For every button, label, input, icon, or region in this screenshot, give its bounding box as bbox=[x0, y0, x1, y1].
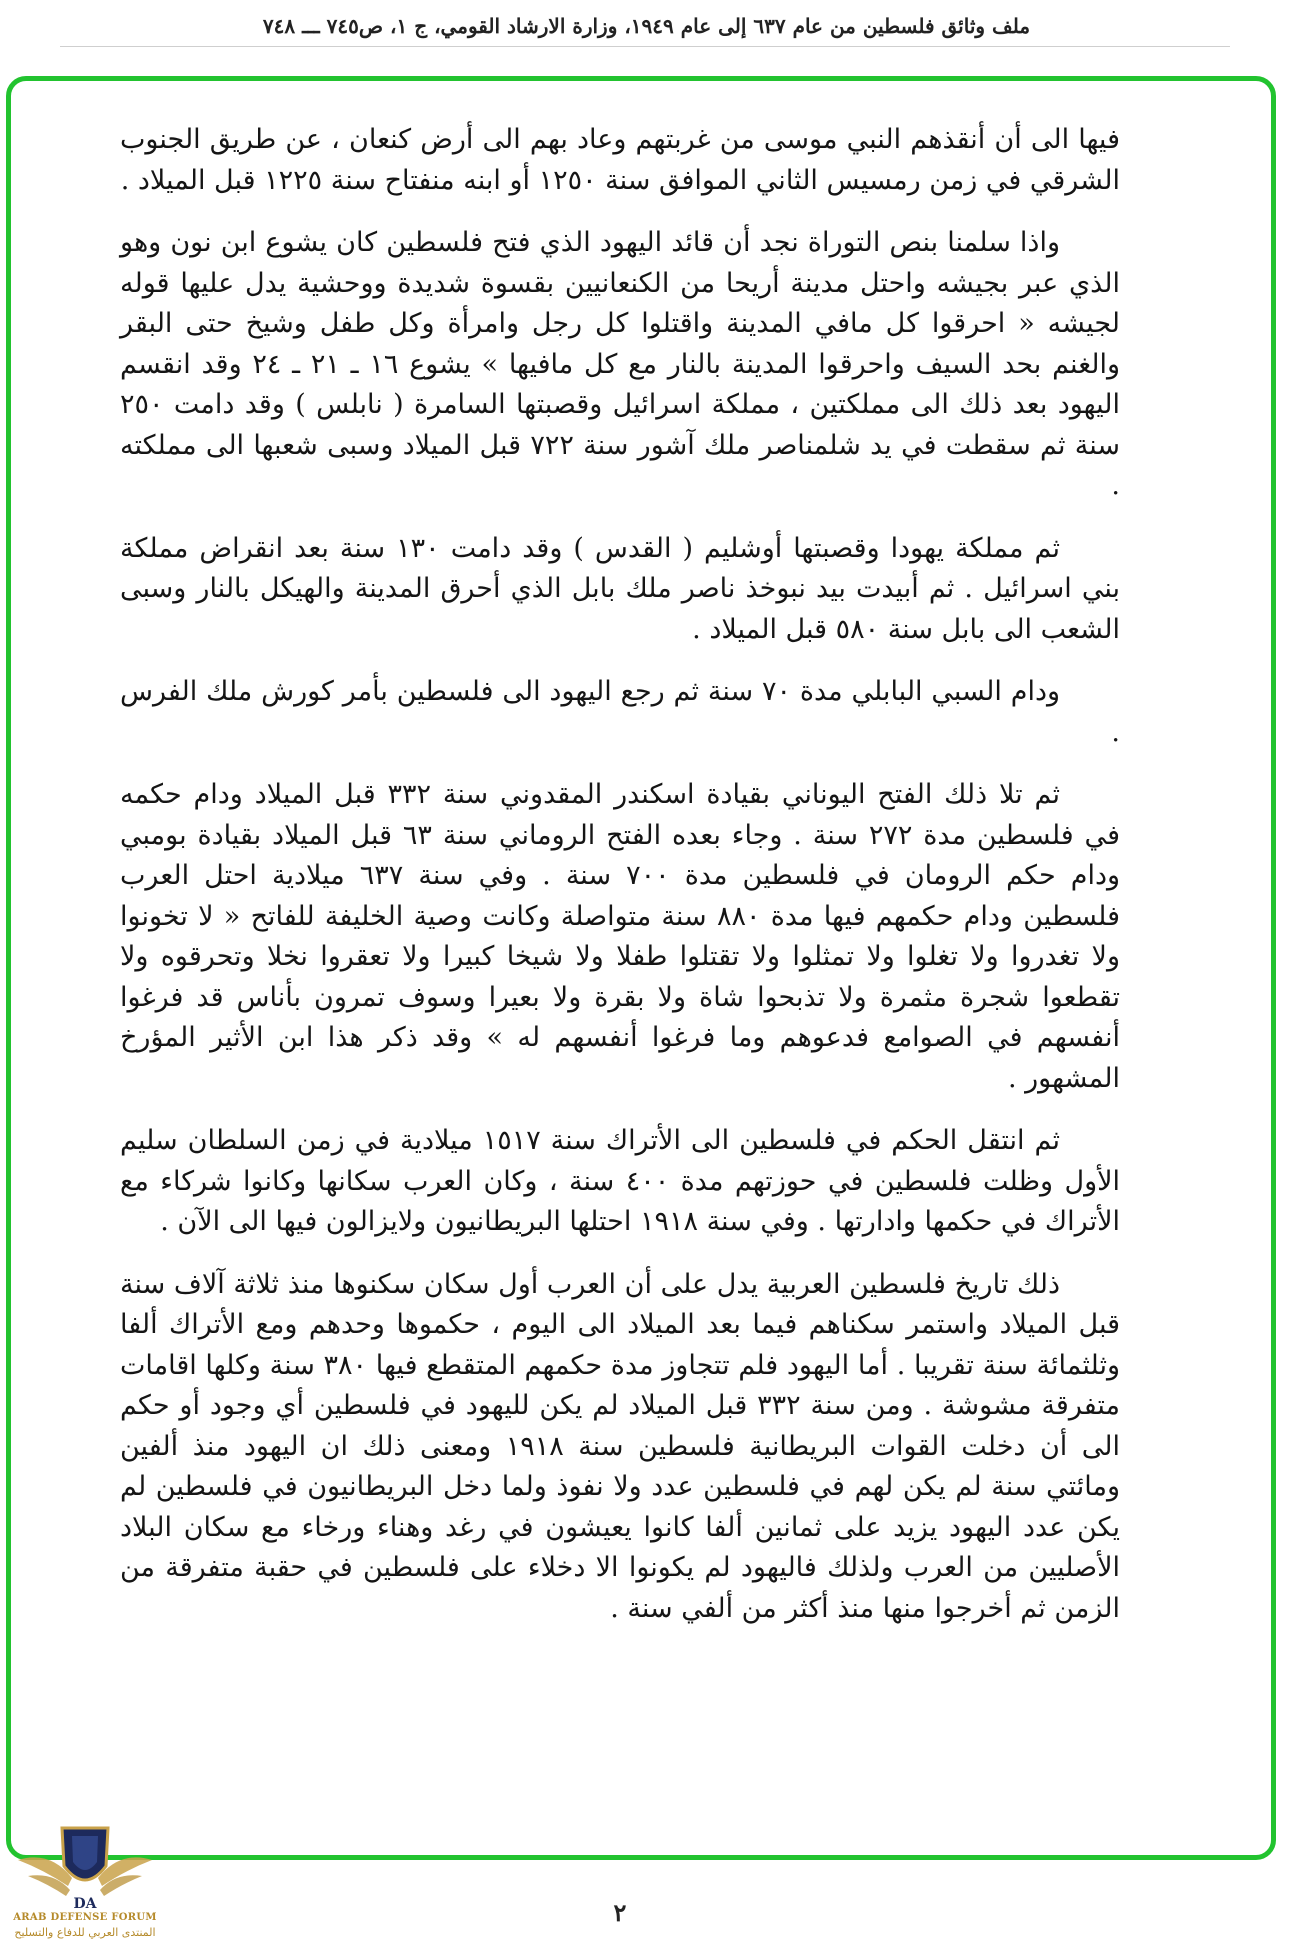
paragraph-1: فيها الى أن أنقذهم النبي موسى من غربتهم وعاد بهم الى أرض كنعان ، عن طريق الجنوب الشرقي في زمن رمسيس الثاني الموافق سنة ١٢٥٠ أو ابنه منفتاح سنة ١٢٢٥ قبل الميلاد . bbox=[120, 124, 1120, 196]
paragraph-2: واذا سلمنا بنص التوراة نجد أن قائد اليهود الذي فتح فلسطين كان يشوع ابن نون وهو الذي عبر بجيشه واحتل مدينة أريحا من الكنعانيين بقسوة شديدة ووحشية يدل عليها قوله لجيشه « احرقوا كل مافي المدينة واقتلوا كل رجل وامرأة وكل طفل وشيخ حتى البقر والغنم بحد السيف واحرقوا المدينة بالنار مع كل مافيها » يشوع ١٦ ـ ٢١ ـ ٢٤ وقد انقسم اليهود بعد ذلك الى مملكتين ، مملكة اسرائيل وقصبتها السامرة ( نابلس ) وقد دامت ٢٥٠ سنة ثم سقطت في يد شلمناصر ملك آشور سنة ٧٢٢ قبل الميلاد وسبى شعبها الى مملكته . bbox=[120, 227, 1120, 501]
logo-name-english: ARAB DEFENSE FORUM bbox=[13, 1912, 157, 1923]
eagle-shield-icon bbox=[10, 1820, 160, 1912]
logo-monogram: DA bbox=[73, 1896, 97, 1912]
document-body bbox=[120, 120, 1120, 1651]
paragraph-3: ثم مملكة يهودا وقصبتها أوشليم ( القدس ) وقد دامت ١٣٠ سنة بعد انقراض مملكة بني اسرائيل . ثم أبيدت بيد نبوخذ ناصر ملك بابل الذي أحرق المدينة والهيكل بالنار وسبى الشعب الى بابل سنة ٥٨٠ قبل الميلاد . bbox=[120, 532, 1120, 645]
paragraph-4: ودام السبي البابلي مدة ٧٠ سنة ثم رجع اليهود الى فلسطين بأمر كورش ملك الفرس . bbox=[120, 676, 1120, 748]
forum-watermark-logo bbox=[10, 1820, 160, 1942]
document-citation-header: ملف وثائق فلسطين من عام ٦٣٧ إلى عام ١٩٤٩، وزارة الارشاد القومي، ج ١، ص٧٤٥ ـــ ٧٤٨ bbox=[262, 14, 1031, 38]
header-divider bbox=[60, 46, 1230, 47]
page-number: ٢ bbox=[613, 1898, 627, 1927]
paragraph-5: ثم تلا ذلك الفتح اليوناني بقيادة اسكندر المقدوني سنة ٣٣٢ قبل الميلاد ودام حكمه في فلسطين مدة ٢٧٢ سنة . وجاء بعده الفتح الروماني سنة ٦٣ قبل الميلاد بقيادة بومبي ودام حكم الرومان في فلسطين مدة ٧٠٠ سنة . وفي سنة ٦٣٧ ميلادية احتل العرب فلسطين ودام حكمهم فيها مدة ٨٨٠ سنة متواصلة وكانت وصية الخليفة للفاتح « لا تخونوا ولا تغدروا ولا تغلوا ولا تمثلوا ولا تقتلوا طفلا ولا شيخا كبيرا ولا تعقروا نخلا وتحرقوه ولا تقطعوا شجرة مثمرة ولا تذبحوا شاة ولا بقرة ولا بعيرا وسوف تمرون بأناس قد فرغوا أنفسهم في الصوامع فدعوهم وما فرغوا أنفسهم له » وقد ذكر هذا ابن الأثير المؤرخ المشهور . bbox=[120, 779, 1121, 1094]
paragraph-6: ثم انتقل الحكم في فلسطين الى الأتراك سنة ١٥١٧ ميلادية في زمن السلطان سليم الأول وظلت فلسطين في حوزتهم مدة ٤٠٠ سنة ، وكان العرب سكانها وكانوا شركاء مع الأتراك في حكمها وادارتها . وفي سنة ١٩١٨ احتلها البريطانيون ولايزالون فيها الى الآن . bbox=[120, 1125, 1121, 1237]
logo-name-arabic: المنتدى العربي للدفاع والتسليح bbox=[14, 1926, 156, 1939]
paragraph-7: ذلك تاريخ فلسطين العربية يدل على أن العرب أول سكان سكنوها منذ ثلاثة آلاف سنة قبل الميلاد واستمر سكناهم فيما بعد الميلاد الى اليوم ، حكموها وحدهم ومع الأتراك ألفا وثلثمائة سنة تقريبا . أما اليهود فلم تتجاوز مدة حكمهم المتقطع فيها ٣٨٠ سنة وكلها اقامات متفرقة مشوشة . ومن سنة ٣٣٢ قبل الميلاد لم يكن لليهود في فلسطين أي وجود أو حكم الى أن دخلت القوات البريطانية فلسطين سنة ١٩١٨ ومعنى ذلك ان اليهود منذ ألفين ومائتي سنة لم يكن لهم في فلسطين عدد ولا نفوذ ولما دخل البريطانيون في فلسطين لم يكن عدد اليهود يزيد على ثمانين ألفا كانوا يعيشون في رغد وهناء ورخاء مع سكان البلاد الأصليين من العرب ولذلك فاليهود لم يكونوا الا دخلاء على فلسطين في حقبة متفرقة من الزمن ثم أخرجوا منها منذ أكثر من ألفي سنة . bbox=[120, 1268, 1121, 1624]
